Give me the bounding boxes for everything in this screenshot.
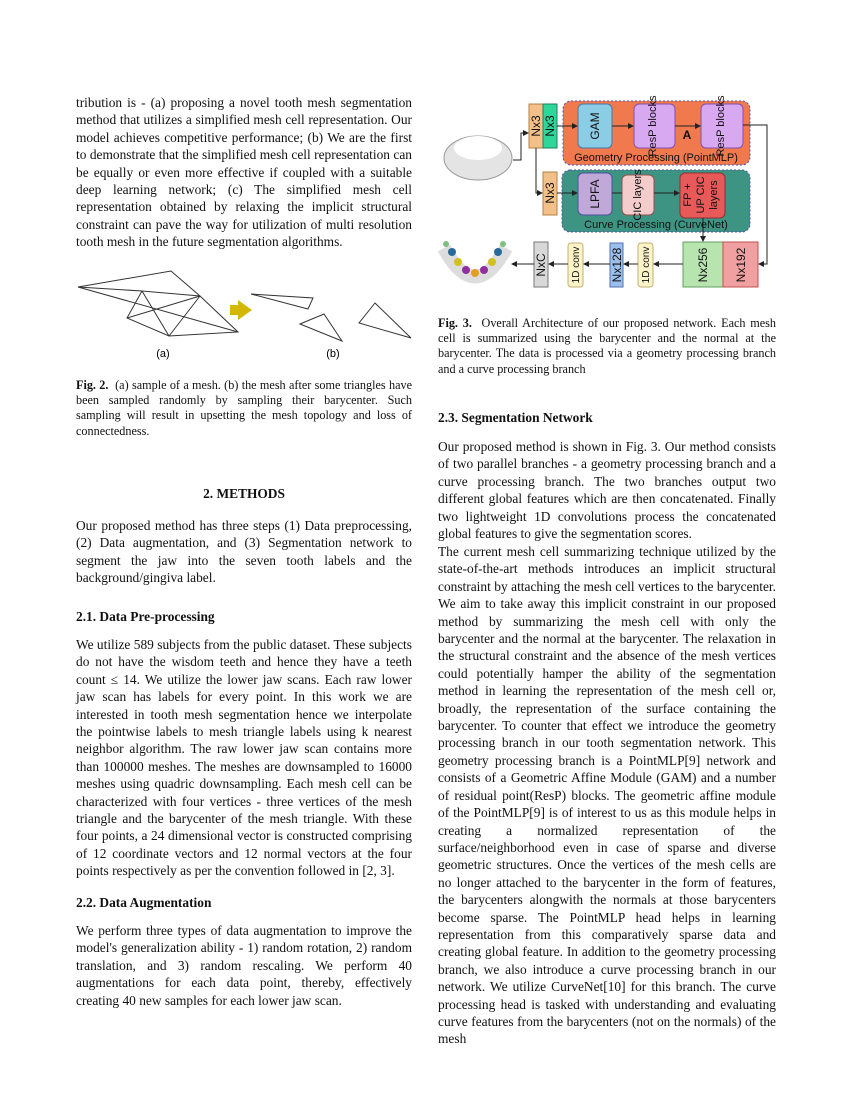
nx3-label-b: Nx3 xyxy=(543,115,557,137)
subsection-heading-2-2: 2.2. Data Augmentation xyxy=(76,895,212,910)
gam-label: GAM xyxy=(588,112,602,140)
nx3-label-c: Nx3 xyxy=(543,182,557,204)
caption-text: (a) sample of a mesh. (b) the mesh after some triangles have been sampled randomly by sampling their barycenter. Such sampling will result in upsetting the mesh topology and loss of connectedness. xyxy=(76,378,412,438)
conv1-label: 1D conv xyxy=(641,246,652,284)
preprocessing-paragraph: We utilize 589 subjects from the public dataset. These subjects do not have the wisdom teeth and hence they have a teeth count ≤ 14. We utilize the lower jaw scans. Each raw lower jaw scan has labels for every point. In this work we are interested in tooth mesh segmentation hence we interpolate the pointwise labels to mesh triangle labels using k nearest neighbor algorithm. The raw lower jaw scan contains more than 100000 meshes. The meshes are downsampled to 16000 meshes using quadric downsampling. Each mesh cell can be characterized with four vertices - three vertices of the mesh triangle and the barycenter of the mesh triangle. With these four points, a 24 dimensional vector is constructed comprising of 12 coordinate vectors and 12 normal vectors at the four points respectively as per the convention followed in [2, 3]. xyxy=(76,637,412,879)
subsection-heading-2-3: 2.3. Segmentation Network xyxy=(438,410,593,425)
nx128-label: Nx128 xyxy=(610,247,624,283)
curve-processing-label: Curve Processing (CurveNet) xyxy=(584,219,728,231)
nx3-label-a: Nx3 xyxy=(529,115,543,137)
segmentation-paragraph-1: Our proposed method is shown in Fig. 3. Our method consists of two parallel branches - a geometry processing branch and a curve processing branch. The two branches output two different global features which are then concatenated. Finally two lightweight 1D convolutions process the concatenated global features to give the segmentation scores. xyxy=(438,439,776,542)
lpfa-label: LPFA xyxy=(588,179,602,209)
section-heading-methods: 2. METHODS xyxy=(203,486,285,501)
augmentation-paragraph: We perform three types of data augmentation to improve the model's generalization ability - 1) random rotation, 2) random translation, and 3) random rescaling. We perform 40 augmentations for each data point, thereby, effectively creating 40 new samples for each lower jaw scan. xyxy=(76,923,412,1008)
resp2-label: ResP blocks xyxy=(715,95,727,157)
nxc-label: NxC xyxy=(534,253,548,277)
fp-label-1: FP + xyxy=(682,183,694,207)
cic-label: CIC layers xyxy=(632,169,644,221)
caption-text: Overall Architecture of our proposed network. Each mesh cell is summarized using the barycenter and the normal at the barycenter. The data is processed via a geometry processing branch and a curve processing branch xyxy=(438,316,777,376)
label-a: (a) xyxy=(156,348,170,360)
mesh-b xyxy=(251,294,411,341)
arrow-right-icon xyxy=(230,300,252,320)
label-b: (b) xyxy=(326,348,340,360)
nx192-label: Nx192 xyxy=(734,247,748,283)
resp1-label: ResP blocks xyxy=(647,95,659,157)
figure-3-caption xyxy=(438,316,776,377)
caption-number: Fig. 3. xyxy=(438,316,472,330)
figure-3-architecture-diagram xyxy=(0,0,850,300)
teeth-segmentation-output xyxy=(443,241,506,277)
segmentation-paragraph-2: The current mesh cell summarizing technique utilized by the state-of-the-art methods introduces an implicit structural constraint by attaching the mesh cell vertices to the barycenter. We aim to take away this implicit constraint in our proposed method by summarizing the mesh cell with only the barycenter and the normal at the barycenter. The relaxation in the structural constraint and the absence of the mesh vertices could potentially hamper the ability of the segmentation method in learning the representation of the mesh cell or, broadly, the representation of the surface containing the barycenter. To counter that effect we introduce the geometry processing branch in our tooth segmentation network. This geometry processing branch is a PointMLP[9] network and consists of a Geometric Affine Module (GAM) and a number of residual point(ResP) blocks. The geometric affine module of the PointMLP[9] is of interest to us as this module helps in creating a normalized representation of the surface/neighborhood even in case of sparse and diverse geometric structures. Once the vertices of the mesh cells are no longer attached to the barycenter in the form of features, the barycenters alongwith the normals at those barycenters become sparse. The PointMLP head helps in learning representation from this comparatively sparse data and creating global feature. In addition to the geometry processing branch, we also introduce a curve processing branch in our network. We utilize CurveNet[10] for this branch. The curve processing head is tasked with understanding and evaluating curve features from the barycenters (not on the normals) of the mesh xyxy=(438,544,776,1047)
subsection-heading-2-1: 2.1. Data Pre-processing xyxy=(76,609,215,624)
caption-number: Fig. 2. xyxy=(76,378,109,392)
fp-label-2: UP CIC xyxy=(695,176,707,214)
methods-paragraph: Our proposed method has three steps (1) Data preprocessing, (2) Data augmentation, and (3) Segmentation network to segment the jaw into the seven tooth labels and the background/gingiva label. xyxy=(76,518,412,586)
nx256-label: Nx256 xyxy=(696,247,710,283)
figure-2-caption xyxy=(76,378,412,439)
a-label: A xyxy=(682,128,692,142)
geometry-processing-label: Geometry Processing (PointMLP) xyxy=(574,152,738,164)
fp-label-3: layers xyxy=(708,180,720,210)
conv2-label: 1D conv xyxy=(571,246,582,284)
jaw-inner xyxy=(454,136,502,160)
intro-paragraph: tribution is - (a) proposing a novel tooth mesh segmentation method that utilizes a simplified mesh cell representation. Our model achieves competitive performance; (b) We are the first to demonstrate that the simplified mesh cell representation can be equally or even more effective if coupled with a suitable deep learning network; (c) The simplified mesh cell representation obtained by relaxing the implicit structural constraint can pave the way for utilization of multi resolution tooth mesh in the future segmentation algorithms. xyxy=(76,95,412,250)
